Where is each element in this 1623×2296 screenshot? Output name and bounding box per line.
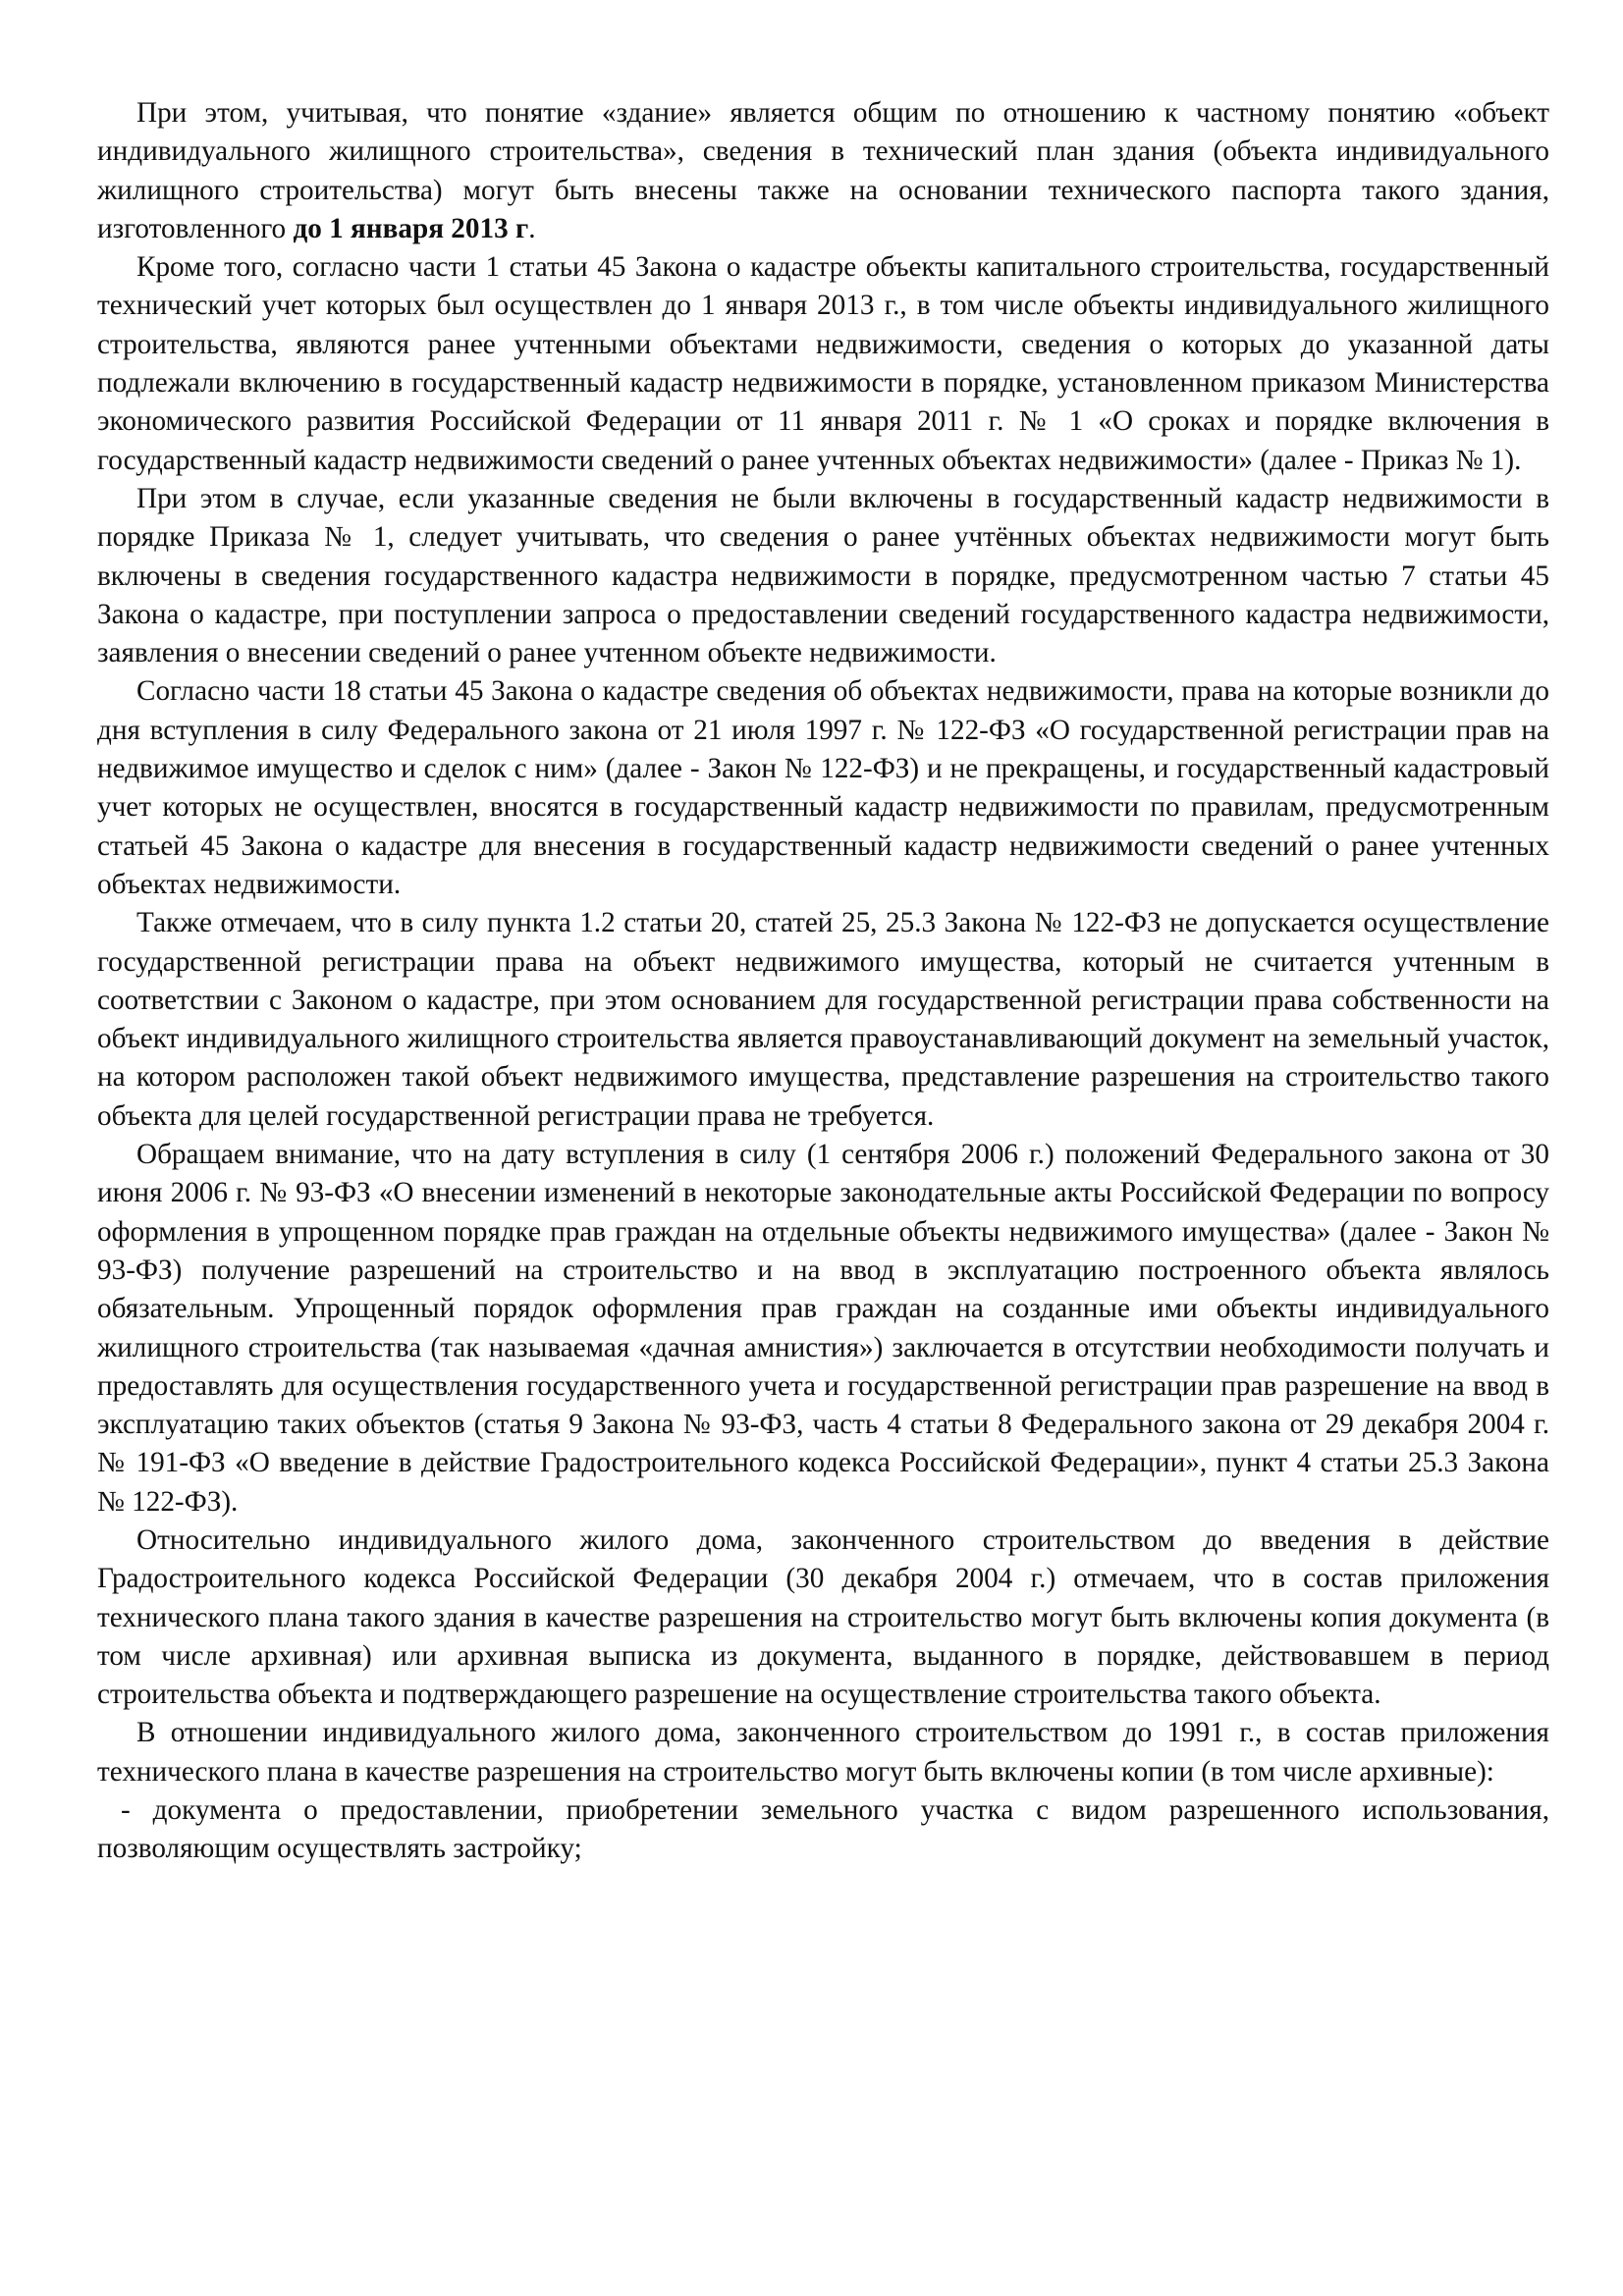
- paragraph-1-text: При этом, учитывая, что понятие «здание» является общим по отношению к частному понятию «объект индивидуального жилищного строительства», сведения в технический план здания (объекта индивидуального жилищного строительства) могут быть внесены также на основании технического паспорта такого здания, изготовленного: [97, 97, 1549, 244]
- paragraph-3: При этом в случае, если указанные сведения не были включены в государственный кадастр недвижимости в порядке Приказа № 1, следует учитывать, что сведения о ранее учтённых объектах недвижимости могут быть включены в сведения государственного кадастра недвижимости в порядке, предусмотренном частью 7 статьи 45 Закона о кадастре, при поступлении запроса о предоставлении сведений государственного кадастра недвижимости, заявления о внесении сведений о ранее учтенном объекте недвижимости.: [97, 482, 1549, 669]
- paragraph-5: Также отмечаем, что в силу пункта 1.2 статьи 20, статей 25, 25.3 Закона № 122-ФЗ не допускается осуществление государственной регистрации права на объект недвижимого имущества, который не считается учтенным в соответствии с Законом о кадастре, при этом основанием для государственной регистрации права собственности на объект индивидуального жилищного строительства является правоустанавливающий документ на земельный участок, на котором расположен такой объект недвижимого имущества, представление разрешения на строительство такого объекта для целей государственной регистрации права не требуется.: [97, 907, 1549, 1132]
- paragraph-8: В отношении индивидуального жилого дома, законченного строительством до 1991 г., в состав приложения технического плана в качестве разрешения на строительство могут быть включены копии (в том числе архивные):: [97, 1717, 1549, 1788]
- paragraph-2: Кроме того, согласно части 1 статьи 45 Закона о кадастре объекты капитального строительства, государственный технический учет которых был осуществлен до 1 января 2013 г., в том числе объекты индивидуального жилищного строительства, являются ранее учтенными объектами недвижимости, сведения о которых до указанной даты подлежали включению в государственный кадастр недвижимости в порядке, установленном приказом Министерства экономического развития Российской Федерации от 11 января 2011 г. № 1 «О сроках и порядке включения в государственный кадастр недвижимости сведений о ранее учтенных объектах недвижимости» (далее - Приказ № 1).: [97, 251, 1549, 476]
- paragraph-6: Обращаем внимание, что на дату вступления в силу (1 сентября 2006 г.) положений Федерального закона от 30 июня 2006 г. № 93-ФЗ «О внесении изменений в некоторые законодательные акты Российской Федерации по вопросу оформления в упрощенном порядке прав граждан на отдельные объекты недвижимого имущества» (далее - Закон № 93-ФЗ) получение разрешений на строительство и на ввод в эксплуатацию построенного объекта являлось обязательным. Упрощенный порядок оформления прав граждан на созданные ими объекты индивидуального жилищного строительства (так называемая «дачная амнистия») заключается в отсутствии необходимости получать и предоставлять для осуществления государственного учета и государственной регистрации прав разрешение на ввод в эксплуатацию таких объектов (статья 9 Закона № 93-ФЗ, часть 4 статьи 8 Федерального закона от 29 декабря 2004 г. № 191-ФЗ «О введение в действие Градостроительного кодекса Российской Федерации», пункт 4 статьи 25.3 Закона № 122-ФЗ).: [97, 1139, 1549, 1518]
- paragraph-7: Относительно индивидуального жилого дома, законченного строительством до введения в действие Градостроительного кодекса Российской Федерации (30 декабря 2004 г.) отмечаем, что в состав приложения технического плана такого здания в качестве разрешения на строительство могут быть включены копия документа (в том числе архивная) или архивная выписка из документа, выданного в порядке, действовавшем в период строительства объекта и подтверждающего разрешение на осуществление строительства такого объекта.: [97, 1523, 1549, 1711]
- paragraph-1-period: .: [528, 212, 536, 244]
- paragraph-4: Согласно части 18 статьи 45 Закона о кадастре сведения об объектах недвижимости, права на которые возникли до дня вступления в силу Федерального закона от 21 июля 1997 г. № 122-ФЗ «О государственной регистрации прав на недвижимое имущество и сделок с ним» (далее - Закон № 122-ФЗ) и не прекращены, и государственный кадастровый учет которых не осуществлен, вносятся в государственный кадастр недвижимости по правилам, предусмотренным статьей 45 Закона о кадастре для внесения в государственный кадастр недвижимости сведений о ранее учтенных объектах недвижимости.: [97, 675, 1549, 900]
- paragraph-1: [97, 94, 1549, 248]
- list-item-1: - документа о предоставлении, приобретении земельного участка с видом разрешенного использования, позволяющим осуществлять застройку;: [97, 1794, 1549, 1865]
- document-page: [97, 94, 1549, 1869]
- paragraph-1-bold-date: до 1 января 2013 г: [293, 212, 529, 244]
